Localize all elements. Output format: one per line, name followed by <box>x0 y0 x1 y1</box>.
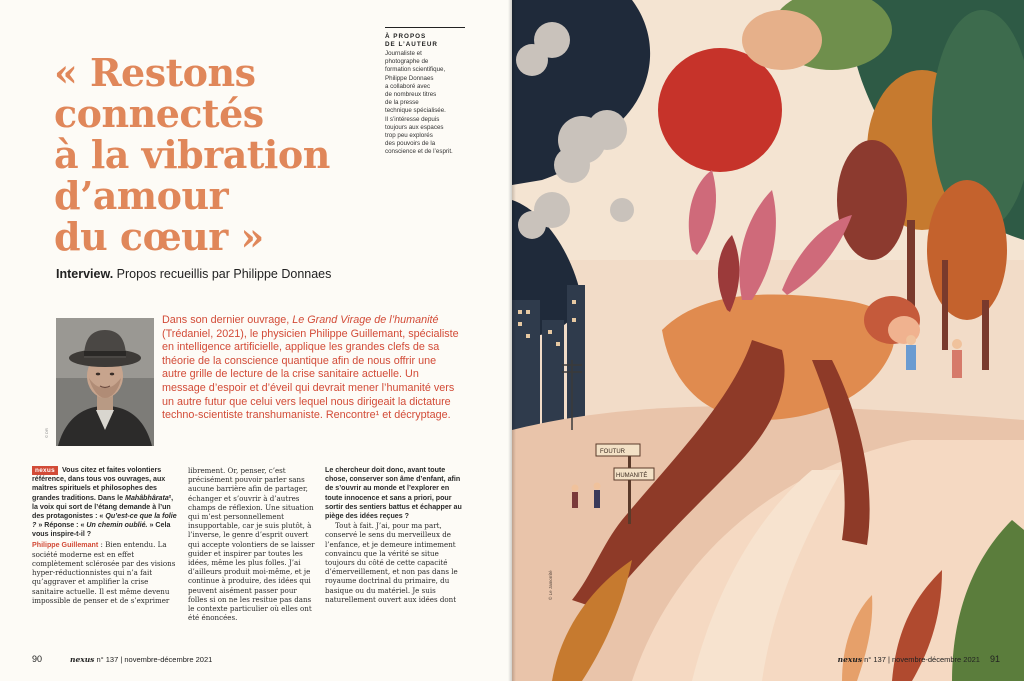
article-subtitle: Interview. Propos recueillis par Philippe Donnaes <box>56 267 332 281</box>
photo-credit: © DR <box>44 428 49 438</box>
illustration <box>512 0 1024 681</box>
portrait-image <box>56 318 154 446</box>
body-column-1 <box>32 466 180 605</box>
interview-answer: Philippe Guillemant : Bien entendu. La société moderne est en effet complètement sclérosée par des visions hyper-réductionnistes qui n’a fait qu’aggraver et amplifier la crise sanitaire actuelle. Il est même devenu impossible de penser et de s’exprimer <box>32 539 176 605</box>
title-line: d’amour <box>54 173 229 218</box>
speaker-name: Philippe Guillemant <box>32 540 99 549</box>
title-line: « Restons <box>54 50 256 95</box>
illustration-credit: © Le Jamorrité <box>548 570 553 600</box>
interview-answer: Tout à fait. J’ai, pour ma part, conservé le sens du merveilleux de l’enfance, et je demeure intimement convaincu que la vérité se situe toujours du côté de cette capacité d’émerveillement, et non pas dans le royaume doctrinal du primaire, du basique ou du matériel. Je suis naturellement ouvert aux idées dont <box>325 521 458 604</box>
page-number: 91 <box>989 654 1000 664</box>
title-line: du cœur » <box>54 214 264 259</box>
spread-gutter <box>508 0 516 681</box>
interview-question: Le chercheur doit donc, avant toute chose, conserver son âme d’enfant, afin de s’ouvrir au monde et l’explorer en toute innocence et sans a priori, pour sortir des sentiers battus et échapper au piège des idées reçues ? <box>325 466 462 521</box>
folio-right: nexus n° 137 | novembre-décembre 2021 91 <box>837 654 1000 664</box>
book-title: Le Grand Virage de l’humanité <box>292 314 439 326</box>
interview-question: nexus Vous citez et faites volontiers référence, dans tous vos ouvrages, aux maîtres spirituels et philosophes des grandes traditions. Dans le Mahâbhârata², la voix qui sort de l’étang demande à l’un des protagonistes : « Qu’est-ce que la folie ? » Réponse : « Un chemin oublié. » Cela vous inspire-t-il ? <box>32 466 177 539</box>
about-author-heading: À PROPOS DE L’AUTEUR <box>385 33 438 48</box>
body-column-3 <box>325 466 465 604</box>
right-page-illustration <box>512 0 1024 681</box>
folio-left: 90 nexus n° 137 | novembre-décembre 2021 <box>32 654 213 664</box>
about-author-text: Journaliste et photographe de formation scientifique, Philippe Donnaes a collaboré avec de nombreux titres de la presse technique spécialisée. Il s’intéresse depuis toujours aux espaces trop peu explorés des pouvoirs de la conscience et de l’esprit. <box>385 50 453 156</box>
title-line: à la vibration <box>54 132 330 177</box>
author-photo <box>56 318 154 446</box>
article-lead: Dans son dernier ouvrage, Le Grand Virage de l’humanité (Trédaniel, 2021), le physicien Philippe Guillemant, spécialiste en intelligence artificielle, applique les grandes clefs de sa théorie de la conscience quantique afin de nous offrir une autre grille de lecture de la crise sanitaire actuelle. Un message d’espoir et d’éveil qui devrait mener l’humanité vers un autre futur que celui vers lequel nous dirigeait la dictature techno-scientiste transhumaniste. Rencontre¹ et décryptage. <box>162 314 459 422</box>
about-author-box <box>385 27 465 157</box>
magazine-brand: nexus <box>837 655 863 664</box>
body-column-2 <box>188 466 318 622</box>
magazine-brand: nexus <box>70 655 95 664</box>
nexus-tag: nexus <box>32 466 58 475</box>
title-line: connectés <box>54 91 264 136</box>
interview-answer-continued: librement. Or, penser, c’est précisément pouvoir parler sans aucune barrière afin de partager, échanger et s’ouvrir à d’autres champs de réflexion. Une situation qui m’est personnellement insupportable, car je suis plutôt, à l’inverse, le genre d’esprit ouvert qui accepte volontiers de se laisser guider et inspirer par toutes les idées, même les plus folles. J’ai d’ailleurs produit moi-même, et je continue à produire, des idées qui peuvent aisément passer pour folles si on ne les resitue pas dans le contexte particulier où elles ont été énoncées. <box>188 466 315 623</box>
sign-top: FOUTUR <box>600 449 625 455</box>
page-number: 90 <box>32 654 43 664</box>
sign-bottom: HUMANITÉ <box>616 473 648 479</box>
article-title <box>54 52 374 257</box>
